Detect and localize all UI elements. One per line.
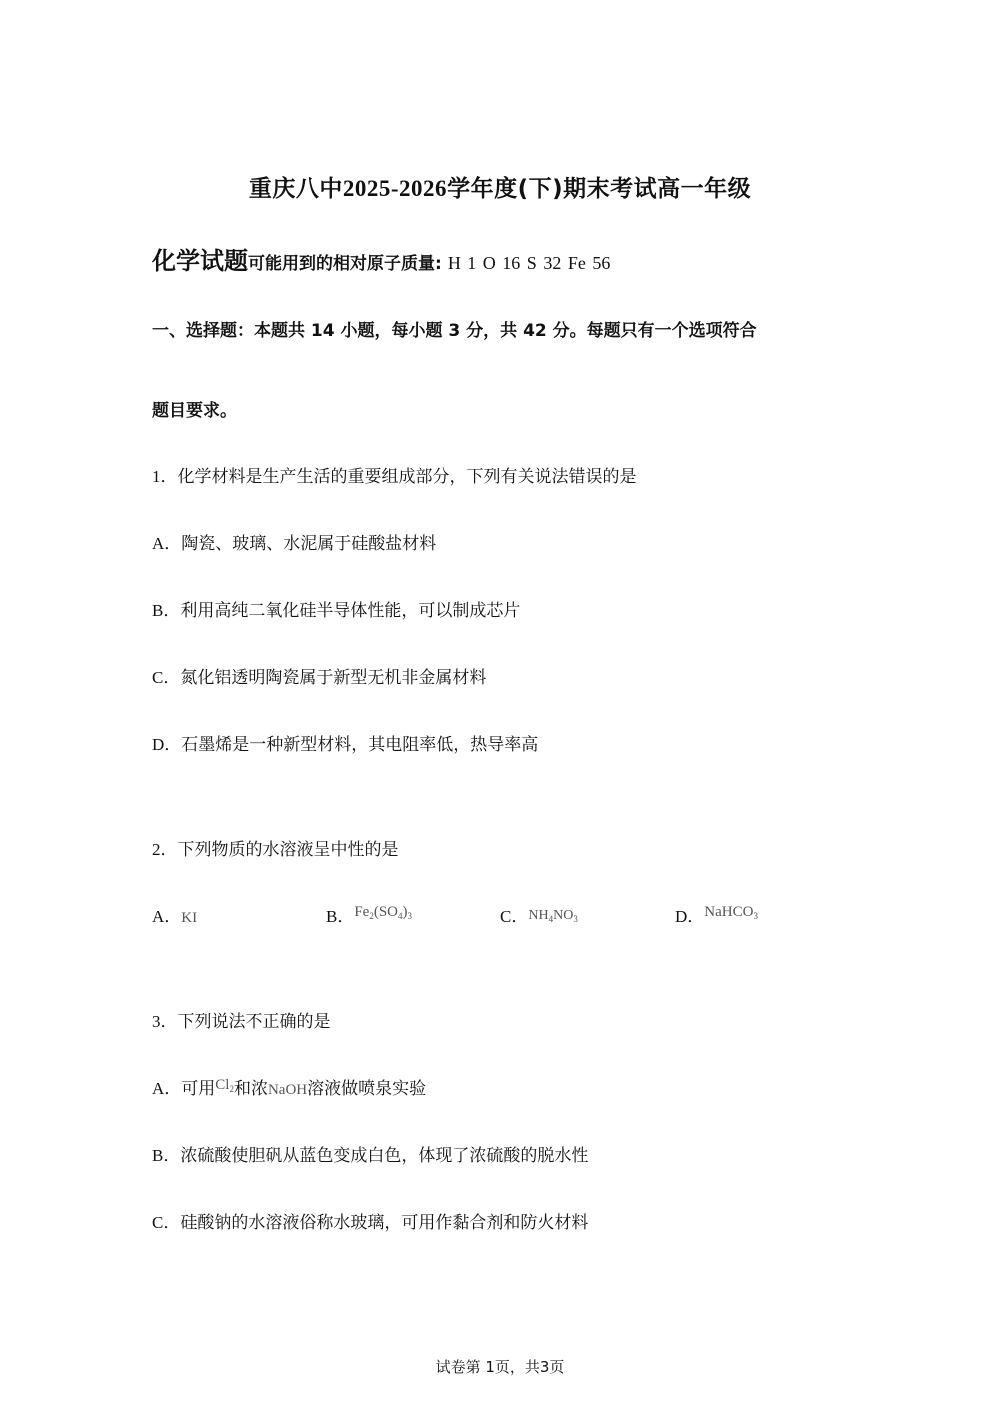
- atomic-mass-values: H 1 O 16 S 32 Fe 56: [447, 253, 611, 273]
- question-1-stem: [152, 462, 637, 487]
- subject-line: [152, 241, 610, 276]
- option-formula: KI: [181, 910, 198, 926]
- question-2-option-b: [326, 902, 412, 927]
- option-letter: A．: [152, 534, 182, 553]
- section-heading-line1: 一、选择题：本题共 14 小题，每小题 3 分，共 42 分。每题只有一个选项符合: [152, 321, 757, 341]
- question-number: 1．: [152, 467, 178, 486]
- subject-title: 化学试题: [152, 247, 248, 275]
- page-footer: 试卷第 1页，共3页: [435, 1358, 565, 1376]
- option-letter: D．: [152, 735, 182, 754]
- option-letter: C．: [500, 907, 529, 926]
- option-text: 石墨烯是一种新型材料，其电阻率低，热导率高: [181, 735, 539, 755]
- question-3-option-a: [152, 1074, 426, 1099]
- option-formula: $Fe_2(SO_4)_3$: [354, 904, 413, 921]
- question-text: 下列说法不正确的是: [177, 1012, 331, 1032]
- question-2-option-c: [500, 902, 578, 927]
- question-2-option-d: [675, 902, 758, 927]
- question-number: 2．: [152, 840, 178, 859]
- option-letter: B．: [152, 601, 181, 620]
- question-2-stem: [152, 835, 399, 860]
- option-text: 浓硫酸使胆矾从蓝色变成白色，体现了浓硫酸的脱水性: [180, 1146, 589, 1166]
- question-3-stem: [152, 1007, 331, 1032]
- question-2-option-a: [152, 902, 197, 927]
- option-letter: B．: [326, 907, 355, 926]
- question-1-option-a: [152, 529, 436, 554]
- option-pre-text: 可用: [181, 1079, 216, 1099]
- option-formula: $NH_4NO_3$: [528, 908, 578, 924]
- option-formula-2: NaOH: [267, 1082, 308, 1098]
- question-number: 3．: [152, 1012, 178, 1031]
- option-text: 硅酸钠的水溶液俗称水玻璃，可用作黏合剂和防火材料: [180, 1213, 589, 1233]
- option-text: 氮化铝透明陶瓷属于新型无机非金属材料: [180, 668, 487, 688]
- option-formula: $Cl_2$: [215, 1077, 234, 1094]
- atomic-mass-label: 可能用到的相对原子质量:: [248, 254, 442, 274]
- title-years: 2025-2026: [342, 176, 448, 201]
- question-3-option-c: [152, 1208, 588, 1233]
- option-formula: NaHCO$_3$: [704, 904, 758, 921]
- exam-title: [0, 170, 1000, 203]
- question-text: 下列物质的水溶液呈中性的是: [177, 840, 399, 860]
- option-letter: C．: [152, 1213, 181, 1232]
- question-3-option-b: [152, 1141, 588, 1166]
- title-school: 重庆八中: [248, 176, 343, 202]
- title-rest: 学年度(下)期末考试高一年级: [447, 176, 752, 202]
- option-mid-text: 和浓: [233, 1079, 268, 1099]
- option-text: 利用高纯二氧化硅半导体性能，可以制成芯片: [180, 601, 521, 621]
- option-letter: A．: [152, 1079, 182, 1098]
- question-1-option-d: [152, 730, 538, 755]
- question-1-option-b: [152, 596, 520, 621]
- option-text: 陶瓷、玻璃、水泥属于硅酸盐材料: [181, 534, 437, 554]
- option-letter: A．: [152, 907, 182, 926]
- option-letter: C．: [152, 668, 181, 687]
- section-heading-line2: 题目要求。: [152, 401, 237, 421]
- option-post-text: 溶液做喷泉实验: [307, 1079, 427, 1099]
- option-letter: B．: [152, 1146, 181, 1165]
- question-1-option-c: [152, 663, 486, 688]
- option-letter: D．: [675, 907, 705, 926]
- question-text: 化学材料是生产生活的重要组成部分，下列有关说法错误的是: [177, 467, 637, 487]
